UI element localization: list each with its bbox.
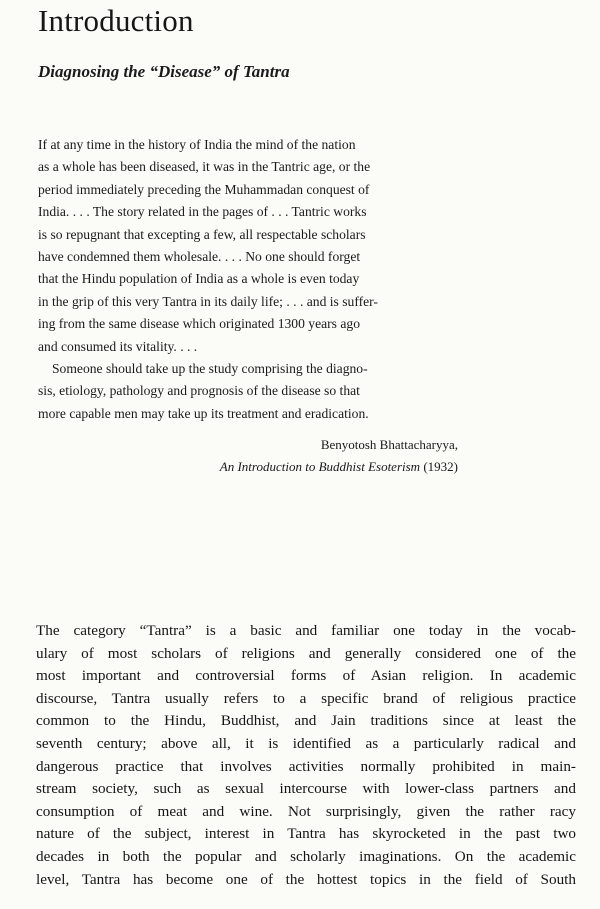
body-line: seventh century; above all, it is identified as a particularly radical and [36, 734, 576, 752]
epigraph-line: period immediately preceding the Muhammadan conquest of [38, 181, 370, 197]
epigraph-line: as a whole has been diseased, it was in the Tantric age, or the [38, 159, 371, 175]
epigraph-line: Someone should take up the study comprising the diagno- [52, 361, 368, 377]
body-line: stream society, such as sexual intercourse with lower-class partners and [36, 780, 576, 798]
attribution-source [220, 456, 458, 478]
attribution-year: (1932) [423, 459, 458, 474]
epigraph-line: in the grip of this very Tantra in its daily life; . . . and is suffer- [38, 293, 378, 309]
epigraph-quote [38, 134, 458, 425]
body-line: discourse, Tantra usually refers to a specific brand of religious practice [36, 689, 576, 707]
body-line: consumption of meat and wine. Not surprisingly, given the rather racy [36, 802, 576, 820]
epigraph-line: is so repugnant that excepting a few, all respectable scholars [38, 226, 366, 242]
attribution-author: Benyotosh Bhattacharyya, [320, 437, 458, 452]
body-line: dangerous practice that involves activities normally prohibited in main- [36, 757, 576, 775]
body-line: decades in both the popular and scholarly imaginations. On the academic [36, 847, 576, 865]
epigraph-line: that the Hindu population of India as a whole is even today [38, 271, 360, 287]
epigraph-line: more capable men may take up its treatment and eradication. [38, 405, 369, 421]
body-line: level, Tantra has become one of the hottest topics in the field of South [36, 870, 576, 888]
body-line: nature of the subject, interest in Tantra has skyrocketed in the past two [36, 825, 576, 843]
epigraph-line: ing from the same disease which originated 1300 years ago [38, 316, 361, 332]
epigraph-line: India. . . . The story related in the pages of . . . Tantric works [38, 204, 367, 220]
attribution-book-title: An Introduction to Buddhist Esoterism [219, 459, 421, 474]
epigraph-line: If at any time in the history of India the mind of the nation [38, 137, 356, 152]
epigraph-attribution [220, 434, 458, 478]
body-paragraph [36, 620, 576, 891]
chapter-subtitle: Diagnosing the “Disease” of Tantra [38, 62, 290, 81]
epigraph-line: sis, etiology, pathology and prognosis of the disease so that [38, 383, 360, 399]
body-line: The category “Tantra” is a basic and familiar one today in the vocab- [36, 622, 576, 639]
chapter-title: Introduction [38, 3, 194, 38]
body-line: most important and controversial forms of Asian religion. In academic [36, 667, 576, 685]
body-line: common to the Hindu, Buddhist, and Jain traditions since at least the [36, 712, 576, 730]
epigraph-line: have condemned them wholesale. . . . No one should forget [38, 249, 361, 265]
epigraph-line: and consumed its vitality. . . . [38, 338, 198, 354]
body-line: ulary of most scholars of religions and generally considered one of the [36, 644, 576, 662]
